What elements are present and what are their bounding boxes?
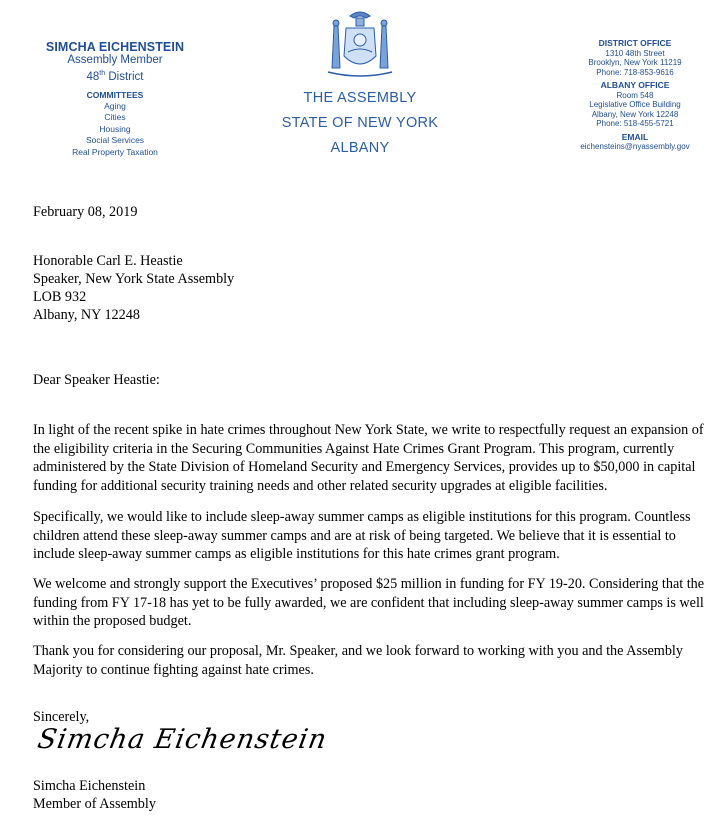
recipient-address [33, 252, 703, 324]
signer-block [33, 777, 703, 813]
member-role: Assembly Member [67, 54, 163, 66]
district-number: 48 [86, 70, 100, 83]
handwritten-signature: Simcha Eichenstein [35, 724, 330, 755]
email-title: EMAIL [621, 131, 649, 142]
body-paragraph: Specifically, we would like to include sleep-away summer camps as eligible institutions for this program. Countless children attend these sleep-away summer camps and are at risk of being targeted. We believe that it is essential to include sleep-away summer camps as eligible institutions for this hate crimes grant program. [33, 509, 691, 563]
body-paragraph: Thank you for considering our proposal, Mr. Speaker, and we look forward to working with you and the Assembly Majority to continue fighting against hate crimes. [33, 643, 683, 678]
district-office-line: Brooklyn, New York 11219 [588, 58, 682, 67]
albany-office-title: ALBANY OFFICE [600, 80, 670, 90]
salutation: Dear Speaker Heastie: [33, 372, 160, 388]
district-office-title: DISTRICT OFFICE [598, 38, 672, 48]
letter-date: February 08, 2019 [33, 204, 138, 220]
district-suffix: th [99, 70, 106, 77]
assembly-title: THE ASSEMBLY [303, 90, 417, 106]
albany-office-line: Phone: 518-455-5721 [596, 119, 674, 128]
committees-title: COMMITTEES [86, 89, 144, 100]
recipient-line: LOB 932 [33, 289, 87, 305]
district-label: District [108, 70, 144, 83]
body-paragraph: In light of the recent spike in hate crimes throughout New York State, we write to respectfully request an expansion of the eligibility criteria in the Securing Communities Against Hate Crimes Grant Program. This program, currently administered by the State Division of Homeland Security and Emergency Services, provides up to $50,000 in capital funding for additional security training needs and other related security upgrades at eligible facilities. [33, 422, 704, 494]
committee-item: Social Services [85, 135, 145, 146]
albany-office-line: Room 548 [616, 90, 654, 100]
member-name: SIMCHA EICHENSTEIN [45, 40, 185, 54]
letterhead-right [555, 38, 715, 152]
member-district [10, 67, 220, 84]
state-title: STATE OF NEW YORK [281, 115, 439, 131]
district-office-line: 1310 48th Street [605, 48, 665, 58]
city-title: ALBANY [330, 140, 390, 156]
signer-title: Member of Assembly [33, 796, 156, 812]
recipient-line: Speaker, New York State Assembly [33, 271, 235, 287]
state-seal-icon [320, 6, 400, 86]
letterhead-left [10, 40, 220, 158]
albany-office-line: Albany, New York 12248 [591, 109, 679, 119]
recipient-line: Honorable Carl E. Heastie [33, 253, 183, 269]
committee-item: Real Property Taxation [72, 146, 158, 157]
recipient-line: Albany, NY 12248 [33, 307, 140, 323]
signer-name: Simcha Eichenstein [33, 778, 146, 794]
committee-item: Cities [104, 112, 126, 123]
committee-item: Housing [99, 123, 131, 134]
email-address[interactable]: eichensteins@nyassembly.gov [580, 142, 690, 151]
body-paragraph: We welcome and strongly support the Executives’ proposed $25 million in funding for FY 19-20. Considering that the funding from FY 17-18 has yet to be fully awarded, we are confident that including sleep-away summer camps is well within the proposed budget. [33, 576, 705, 630]
letterhead-center [250, 6, 470, 161]
committee-item: Aging [104, 100, 126, 111]
albany-office-line: Legislative Office Building [589, 100, 681, 109]
district-office-line: Phone: 718-853-9616 [596, 67, 674, 77]
closing: Sincerely, [33, 709, 90, 725]
